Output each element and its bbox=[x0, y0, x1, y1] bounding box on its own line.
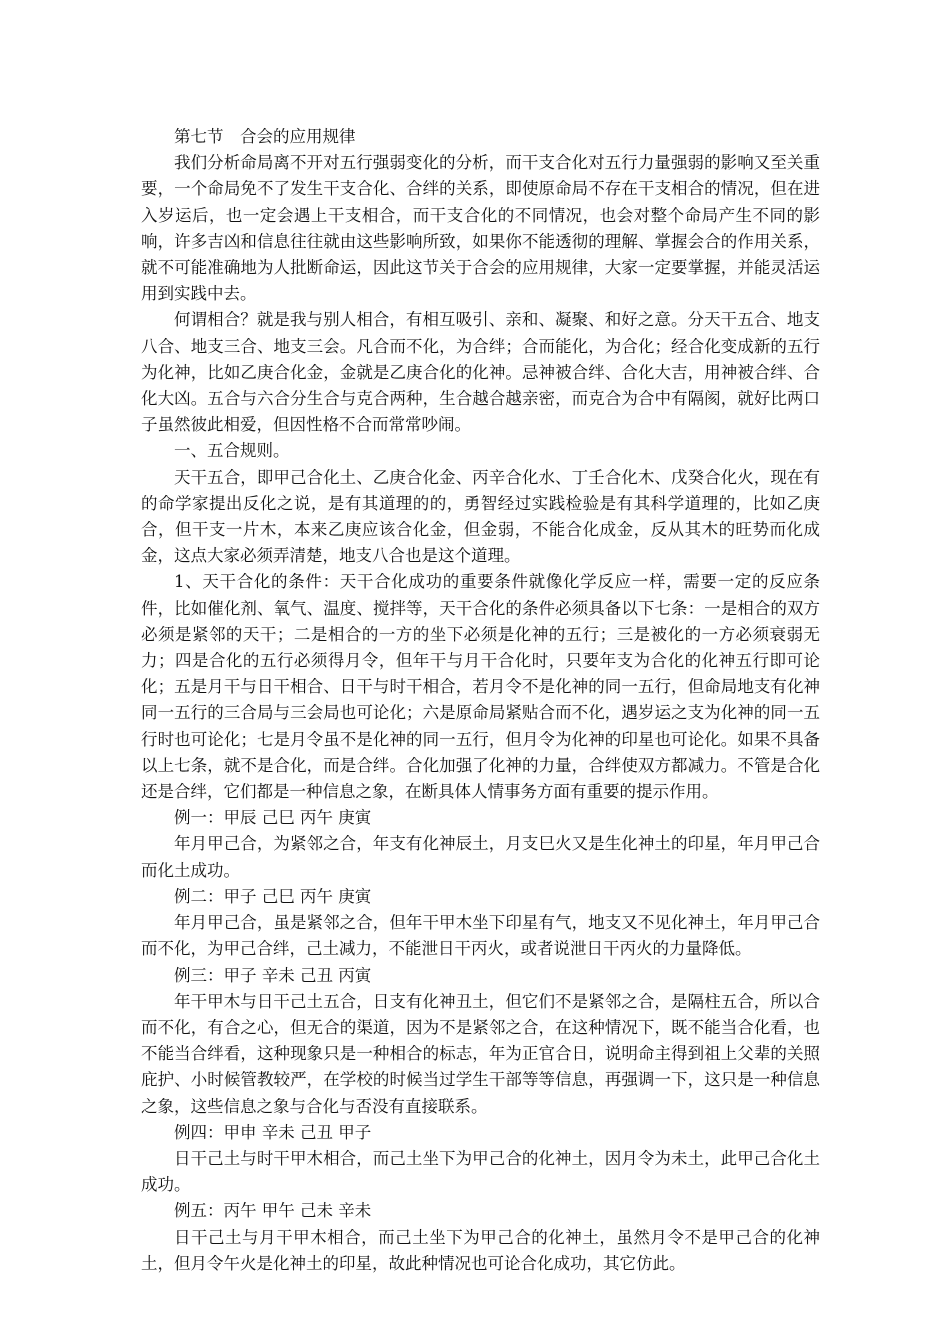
example-heading: 例三：甲子 辛未 己丑 丙寅 bbox=[174, 965, 372, 985]
paragraph: 年月甲己合，为紧邻之合，年支有化神辰土，月支巳火又是生化神土的印星，年月甲己合而化土成功。 bbox=[141, 834, 820, 880]
paragraph: 日干己土与月干甲木相合，而己土坐下为甲己合的化神土，虽然月令不是甲己合的化神土，但月令午火是化神土的印星，故此种情况也可论合化成功，其它仿此。 bbox=[141, 1227, 820, 1273]
example-heading: 例一：甲辰 己巳 丙午 庚寅 bbox=[174, 808, 372, 828]
paragraph: 天干五合，即甲己合化土、乙庚合化金、丙辛合化水、丁壬合化木、戊癸合化火，现在有的命学家提出反化之说，是有其道理的的，勇智经过实践检验是有其科学道理的，比如乙庚合，但干支一片木，本来乙庚应该合化金，但金弱，不能合化成金，反从其木的旺势而化成金，这点大家必须弄清楚，地支八合也是这个道理。 bbox=[141, 467, 820, 566]
paragraph: 1、天干合化的条件：天干合化成功的重要条件就像化学反应一样，需要一定的反应条件，比如催化剂、氧气、温度、搅拌等，天干合化的条件必须具备以下七条：一是相合的双方必须是紧邻的天干；二是相合的一方的坐下必须是化神的五行；三是被化的一方必须衰弱无力；四是合化的五行必须得月令，但年干与月干合化时，只要年支为合化的化神五行即可论化；五是月干与日干相合、日干与时干相合，若月令不是化神的同一五行，但命局地支有化神同一五行的三合局与三会局也可论化；六是原命局紧贴合而不化，遇岁运之支为化神的同一五行时也可论化；七是月令虽不是化神的同一五行，但月令为化神的印星也可论化。如果不具备以上七条，就不是合化，而是合绊。合化加强了化神的力量，合绊使双方都减力。不管是合化还是合绊，它们都是一种信息之象，在断具体人情事务方面有重要的提示作用。 bbox=[141, 572, 820, 802]
example-heading: 例五：丙午 甲午 己未 辛未 bbox=[174, 1201, 372, 1221]
example-heading: 例二：甲子 己巳 丙午 庚寅 bbox=[174, 886, 372, 906]
example-heading: 例四：甲申 辛未 己丑 甲子 bbox=[174, 1122, 372, 1142]
paragraph: 年干甲木与日干己土五合，日支有化神丑土，但它们不是紧邻之合，是隔柱五合，所以合而不化，有合之心，但无合的渠道，因为不是紧邻之合，在这种情况下，既不能当合化看，也不能当合绊看，这种现象只是一种相合的标志，年为正官合日，说明命主得到祖上父辈的关照庇护、小时候管教较严，在学校的时候当过学生干部等等信息，再强调一下，这只是一种信息之象，这些信息之象与合化与否没有直接联系。 bbox=[141, 991, 820, 1116]
section-title: 第七节 合会的应用规律 bbox=[174, 127, 356, 146]
paragraph: 我们分析命局离不开对五行强弱变化的分析，而干支合化对五行力量强弱的影响又至关重要，一个命局免不了发生干支合化、合绊的关系，即使原命局不存在干支相合的情况，但在进入岁运后，也一定会遇上干支相合，而干支合化的不同情况，也会对整个命局产生不同的影响，许多吉凶和信息往往就由这些影响所致，如果你不能透彻的理解、掌握会合的作用关系，就不可能准确地为人批断命运，因此这节关于合会的应用规律，大家一定要掌握，并能灵活运用到实践中去。 bbox=[141, 153, 820, 304]
paragraph: 日干己土与时干甲木相合，而己土坐下为甲己合的化神土，因月令为未土，此甲己合化土成功。 bbox=[141, 1148, 820, 1195]
paragraph: 何谓相合？就是我与别人相合，有相互吸引、亲和、凝聚、和好之意。分天干五合、地支八合、地支三合、地支三会。凡合而不化，为合绊；合而能化，为合化；经合化变成新的五行为化神，比如乙庚合化金，金就是乙庚合化的化神。忌神被合绊、合化大吉，用神被合绊、合化大凶。五合与六合分生合与克合两种，生合越合越亲密，而克合为合中有隔阂，就好比两口子虽然彼此相爱，但因性格不合而常常吵闹。 bbox=[141, 310, 820, 435]
subheading: 一、五合规则。 bbox=[174, 441, 290, 461]
paragraph: 年月甲己合，虽是紧邻之合，但年干甲木坐下印星有气，地支又不见化神土，年月甲己合而不化，为甲己合绊，己土减力，不能泄日干丙火，或者说泄日干丙火的力量降低。 bbox=[141, 913, 820, 959]
